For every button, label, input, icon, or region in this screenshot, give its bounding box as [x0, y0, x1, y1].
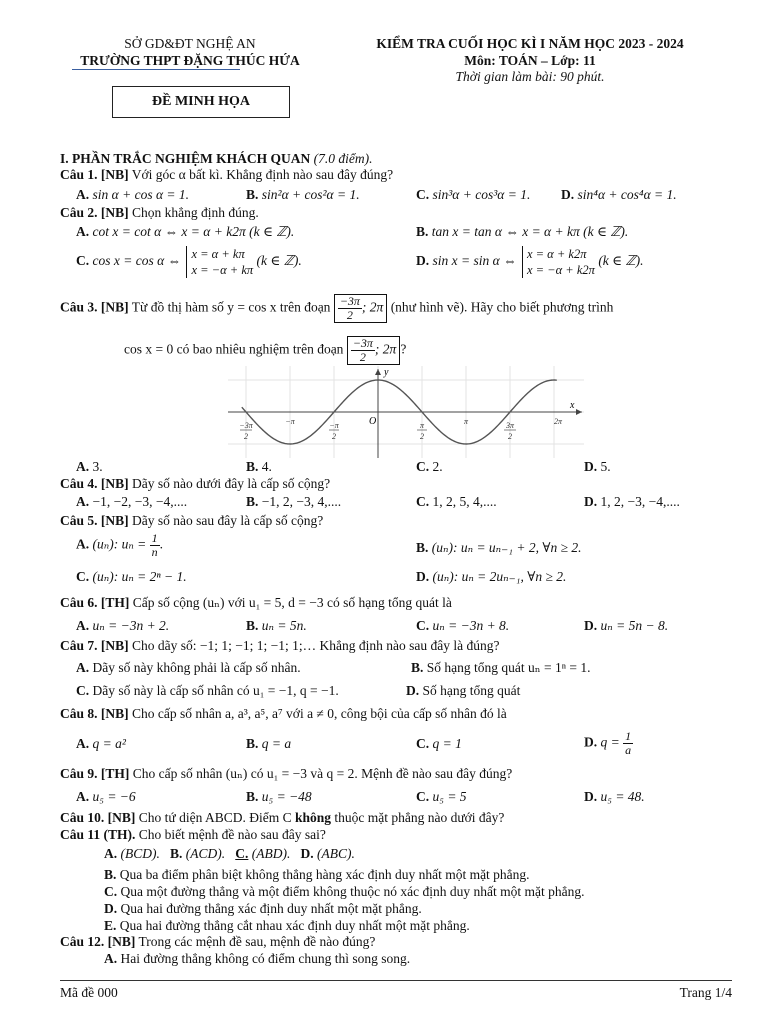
q8-a-text: q = a² — [92, 736, 126, 751]
q11-s4-letter: E. — [104, 918, 117, 933]
q11-a-text: (BCD). — [120, 846, 160, 861]
q1-option-d[interactable] — [561, 187, 677, 203]
q5-d-letter: D. — [416, 569, 430, 584]
tick-m3pi2-den: 2 — [244, 432, 248, 441]
question-6 — [60, 595, 452, 611]
q11-s3-text: Qua hai đường thẳng xác định duy nhất một mặt phẳng. — [120, 901, 422, 916]
q3-b-letter: B. — [246, 459, 259, 474]
q2-options-ab — [76, 224, 732, 240]
q4-options — [76, 494, 732, 510]
q3-d-text: 5. — [600, 459, 611, 474]
q11-option-b[interactable] — [170, 846, 225, 861]
question-12 — [60, 934, 375, 950]
q7-c-text: Dãy số này là cấp số nhân có u₁ = −1, q = −1. — [92, 683, 339, 698]
q4-c-text: 1, 2, 5, 4,.... — [432, 494, 497, 509]
q11-statement-e[interactable] — [104, 918, 470, 934]
q11-b-text: (ACD). — [185, 846, 226, 861]
q3-d-letter: D. — [584, 459, 598, 474]
q3-frac-1 — [338, 295, 362, 322]
q6-option-c[interactable] — [416, 618, 584, 634]
q4-b-text: −1, 2, −3, 4,.... — [261, 494, 342, 509]
question-11 — [60, 827, 326, 843]
q11-s3-letter: D. — [104, 901, 118, 916]
q11-s2-text: Qua một đường thẳng và một điểm không thuộc nó xác định duy nhất một mặt phẳng. — [120, 884, 585, 899]
q9-d-text: u₅ = 48. — [600, 789, 645, 804]
school-name: TRƯỜNG THPT ĐẶNG THÚC HỨA — [80, 53, 300, 68]
q2-c-text: cos x = cos α ⇔ — [92, 253, 182, 269]
q2-option-b[interactable] — [416, 224, 628, 240]
q9-label: Câu 9. [TH] — [60, 766, 130, 781]
q11-text: Cho biết mệnh đề nào sau đây sai? — [138, 827, 326, 842]
q3-c-text: 2. — [432, 459, 443, 474]
q9-option-b[interactable] — [246, 789, 416, 805]
q11-s2-letter: C. — [104, 884, 118, 899]
q6-c-letter: C. — [416, 618, 430, 633]
q3-interval-end-1: ; 2π — [361, 299, 384, 315]
cosine-graph — [228, 366, 584, 458]
q9-a-text: u₅ = −6 — [92, 789, 136, 804]
q2-label: Câu 2. [NB] — [60, 205, 129, 220]
q7-options-cd — [76, 683, 732, 699]
sample-exam-label: ĐỀ MINH HỌA — [152, 94, 250, 109]
tick-mpi2: −π — [329, 421, 339, 430]
q8-label: Câu 8. [NB] — [60, 706, 129, 721]
q10-text-1: Cho tứ diện ABCD. Điểm C — [138, 810, 292, 825]
q4-option-b[interactable] — [246, 494, 416, 510]
q2-option-d[interactable] — [416, 246, 643, 278]
q2-a-letter: A. — [76, 224, 90, 239]
q11-s1-letter: B. — [104, 867, 117, 882]
subject-line: Môn: TOÁN – Lớp: 11 — [464, 53, 596, 68]
q1-option-a[interactable] — [76, 187, 246, 203]
question-8 — [60, 706, 507, 722]
q2-d-text: sin x = sin α ⇔ — [432, 253, 517, 269]
q1-c-text: sin³α + cos³α = 1. — [432, 187, 531, 202]
q8-options — [76, 730, 732, 757]
q2-d-line2: x = −α + k2π — [526, 263, 595, 277]
q6-d-letter: D. — [584, 618, 598, 633]
exam-code: Mã đề 000 — [60, 985, 118, 1000]
q5-a-text: (uₙ): uₙ = — [92, 536, 147, 552]
q5-text: Dãy số nào sau đây là cấp số cộng? — [132, 513, 324, 528]
q3-text-1: Từ đồ thị hàm số y = cos x trên đoạn — [131, 299, 331, 315]
q4-label: Câu 4. [NB] — [60, 476, 129, 491]
q11-c-letter: C. — [235, 846, 249, 861]
q7-option-b[interactable] — [411, 660, 590, 676]
q3-label: Câu 3. [NB] — [60, 299, 129, 315]
q11-statement-b[interactable] — [104, 867, 530, 883]
q8-d-den: a — [625, 743, 632, 757]
tick-pi: π — [463, 417, 469, 426]
q5-options-ab — [76, 532, 732, 559]
q12-option-a[interactable] — [104, 951, 410, 967]
q8-option-b[interactable] — [246, 730, 416, 757]
q7-text: Cho dãy số: −1; 1; −1; 1; −1; 1;… Khẳng định nào sau đây là đúng? — [132, 638, 500, 653]
q6-b-text: uₙ = 5n. — [261, 618, 307, 633]
q4-c-letter: C. — [416, 494, 430, 509]
sample-exam-box — [112, 86, 290, 118]
q3-option-d[interactable] — [584, 459, 611, 475]
q12-a-text: Hai đường thẳng không có điểm chung thì song song. — [120, 951, 411, 966]
department-name: SỞ GD&ĐT NGHỆ AN — [124, 36, 256, 51]
exam-title: KIỂM TRA CUỐI HỌC KÌ I NĂM HỌC 2023 - 2024 — [376, 36, 684, 51]
section-heading — [60, 151, 373, 167]
q2-d-post: (k ∈ ℤ). — [598, 253, 644, 269]
q11-d-text: (ABC). — [317, 846, 355, 861]
q1-a-text: sin α + cos α = 1. — [92, 187, 190, 202]
q1-options — [76, 187, 732, 203]
q1-text: Với góc α bất kì. Khẳng định nào sau đây đúng? — [131, 167, 394, 182]
q2-c-line2: x = −α + kπ — [191, 263, 254, 277]
q11-d-letter: D. — [300, 846, 314, 861]
q5-a-den: n — [151, 545, 158, 559]
q5-label: Câu 5. [NB] — [60, 513, 129, 528]
q5-a-letter: A. — [76, 536, 90, 552]
question-9 — [60, 766, 512, 782]
q5-options-cd — [76, 569, 732, 585]
q3-c-letter: C. — [416, 459, 430, 474]
q2-options-cd — [76, 246, 732, 278]
footer-divider — [60, 980, 732, 981]
q6-text: Cấp số cộng (uₙ) với u₁ = 5, d = −3 có số hạng tổng quát là — [132, 595, 452, 610]
q3-option-a[interactable] — [76, 459, 246, 475]
q7-option-d[interactable] — [406, 683, 520, 699]
q2-option-c[interactable] — [76, 246, 416, 278]
q7-b-letter: B. — [411, 660, 424, 675]
q2-text: Chọn khẳng định đúng. — [132, 205, 259, 220]
q6-a-text: uₙ = −3n + 2. — [92, 618, 170, 633]
q8-option-a[interactable] — [76, 730, 246, 757]
q8-option-d[interactable] — [584, 730, 633, 757]
q2-d-letter: D. — [416, 253, 430, 269]
q11-options — [104, 846, 355, 862]
tick-pi2: π — [419, 421, 425, 430]
section-points: (7.0 điểm). — [313, 151, 373, 166]
time-limit: Thời gian làm bài: 90 phút. — [455, 69, 605, 84]
q10-label: Câu 10. [NB] — [60, 810, 136, 825]
tick-mpi: −π — [285, 417, 295, 426]
question-1 — [60, 167, 393, 183]
q8-text: Cho cấp số nhân a, a³, a⁵, a⁷ với a ≠ 0, công bội của cấp số nhân đó là — [132, 706, 507, 721]
q9-option-a[interactable] — [76, 789, 246, 805]
q3-text-2: (như hình vẽ). Hãy cho biết phương trình — [390, 299, 614, 315]
q9-c-text: u₅ = 5 — [432, 789, 467, 804]
q9-a-letter: A. — [76, 789, 90, 804]
q3-interval-2 — [347, 336, 401, 365]
q6-option-a[interactable] — [76, 618, 246, 634]
q9-b-letter: B. — [246, 789, 259, 804]
q3-frac-den-1: 2 — [346, 308, 353, 322]
question-10 — [60, 810, 504, 826]
q1-option-b[interactable] — [246, 187, 416, 203]
question-3-cont — [124, 336, 406, 365]
q8-c-text: q = 1 — [432, 736, 462, 751]
q1-d-text: sin⁴α + cos⁴α = 1. — [577, 187, 677, 202]
q3-text-3: cos x = 0 có bao nhiêu nghiệm trên đoạn — [124, 341, 344, 357]
q10-text-2: thuộc mặt phẳng nào dưới đây? — [334, 810, 505, 825]
tick-3pi2-den: 2 — [508, 432, 512, 441]
q3-frac-num-1: −3π — [339, 294, 360, 308]
q3-b-text: 4. — [261, 459, 272, 474]
q9-option-d[interactable] — [584, 789, 645, 805]
section-title: I. PHẦN TRẮC NGHIỆM KHÁCH QUAN — [60, 151, 311, 166]
q4-a-letter: A. — [76, 494, 90, 509]
q5-d-text: (uₙ): uₙ = 2uₙ₋₁, ∀n ≥ 2. — [432, 569, 567, 584]
q5-option-a[interactable] — [76, 532, 416, 559]
q12-a-letter: A. — [104, 951, 118, 966]
y-axis-arrow — [375, 369, 381, 375]
q11-option-c[interactable] — [235, 846, 290, 861]
question-3 — [60, 294, 613, 323]
tick-pi2-den: 2 — [420, 432, 424, 441]
q2-c-system — [186, 246, 253, 278]
q4-option-c[interactable] — [416, 494, 584, 510]
q2-d-system — [522, 246, 595, 278]
question-7 — [60, 638, 499, 654]
q6-option-b[interactable] — [246, 618, 416, 634]
q11-statement-d[interactable] — [104, 901, 422, 917]
q4-option-d[interactable] — [584, 494, 680, 510]
q2-a-text: cot x = cot α ⇔ x = α + k2π (k ∈ ℤ). — [92, 224, 295, 239]
tick-2pi: 2π — [553, 417, 563, 426]
q11-statement-c[interactable] — [104, 884, 585, 900]
q5-a-num: 1 — [151, 531, 158, 545]
question-4 — [60, 476, 330, 492]
q1-c-letter: C. — [416, 187, 430, 202]
q3-option-c[interactable] — [416, 459, 584, 475]
q2-c-letter: C. — [76, 253, 90, 269]
q11-option-d[interactable] — [301, 846, 355, 861]
q11-a-letter: A. — [104, 846, 118, 861]
q6-option-d[interactable] — [584, 618, 668, 634]
q9-options — [76, 789, 732, 805]
x-axis-arrow — [576, 409, 582, 415]
q9-b-text: u₅ = −48 — [261, 789, 312, 804]
q5-a-frac — [150, 532, 160, 559]
graph-label-x: x — [570, 400, 575, 411]
q5-option-b[interactable] — [416, 532, 582, 559]
q11-label: Câu 11 (TH). — [60, 827, 136, 842]
q7-option-a[interactable] — [76, 660, 411, 676]
q12-label: Câu 12. [NB] — [60, 934, 136, 949]
q3-interval-1 — [334, 294, 388, 323]
q9-text: Cho cấp số nhân (uₙ) có u₁ = −3 và q = 2. Mệnh đề nào sau đây đúng? — [132, 766, 513, 781]
q11-b-letter: B. — [170, 846, 183, 861]
q7-label: Câu 7. [NB] — [60, 638, 129, 653]
graph-tick-labels — [239, 417, 563, 441]
q3-options — [76, 459, 732, 475]
q10-bold-word: không — [294, 810, 331, 825]
q4-d-text: 1, 2, −3, −4,.... — [600, 494, 680, 509]
q4-option-a[interactable] — [76, 494, 246, 510]
q6-label: Câu 6. [TH] — [60, 595, 130, 610]
graph-label-y: y — [384, 367, 389, 378]
q8-option-c[interactable] — [416, 730, 584, 757]
q3-a-text: 3. — [92, 459, 103, 474]
tick-mpi2-den: 2 — [332, 432, 336, 441]
q12-text: Trong các mệnh đề sau, mệnh đề nào đúng? — [138, 934, 376, 949]
q6-a-letter: A. — [76, 618, 90, 633]
q11-s4-text: Qua hai đường thẳng cắt nhau xác định duy nhất một mặt phẳng. — [119, 918, 470, 933]
q6-c-text: uₙ = −3n + 8. — [432, 618, 510, 633]
q7-a-letter: A. — [76, 660, 90, 675]
q1-d-letter: D. — [561, 187, 575, 202]
q2-b-text: tan x = tan α ⇔ x = α + kπ (k ∈ ℤ). — [431, 224, 629, 239]
q7-options-ab — [76, 660, 732, 676]
q1-b-letter: B. — [246, 187, 259, 202]
q5-c-letter: C. — [76, 569, 90, 584]
q2-c-post: (k ∈ ℤ). — [256, 253, 302, 269]
q8-b-text: q = a — [261, 736, 292, 751]
q9-d-letter: D. — [584, 789, 598, 804]
q6-b-letter: B. — [246, 618, 259, 633]
q3-a-letter: A. — [76, 459, 90, 474]
q3-text-4: ? — [400, 341, 407, 357]
q5-option-c[interactable] — [76, 569, 416, 585]
q11-c-text: (ABD). — [251, 846, 291, 861]
q9-c-letter: C. — [416, 789, 430, 804]
q11-s1-text: Qua ba điểm phân biệt không thẳng hàng xác định duy nhất một mặt phẳng. — [119, 867, 530, 882]
q7-a-text: Dãy số này không phải là cấp số nhân. — [92, 660, 301, 675]
q1-option-c[interactable] — [416, 187, 561, 203]
q8-c-letter: C. — [416, 736, 430, 751]
q8-d-text: q = — [600, 734, 620, 750]
q5-a-post: . — [159, 536, 164, 552]
q7-c-letter: C. — [76, 683, 90, 698]
q4-text: Dãy số nào dưới đây là cấp số cộng? — [132, 476, 331, 491]
q8-d-letter: D. — [584, 734, 598, 750]
q5-c-text: (uₙ): uₙ = 2ⁿ − 1. — [92, 569, 187, 584]
q9-option-c[interactable] — [416, 789, 584, 805]
q5-option-d[interactable] — [416, 569, 566, 585]
q5-b-letter: B. — [416, 540, 429, 555]
q8-d-num: 1 — [625, 729, 632, 743]
tick-m3pi2: −3π — [239, 421, 253, 430]
q2-option-a[interactable] — [76, 224, 416, 240]
q5-b-text: (uₙ): uₙ = uₙ₋₁ + 2, ∀n ≥ 2. — [431, 540, 582, 555]
q1-label: Câu 1. [NB] — [60, 167, 129, 182]
header-underline — [72, 69, 240, 70]
q3-frac-den-2: 2 — [359, 350, 366, 364]
q1-a-letter: A. — [76, 187, 90, 202]
question-2 — [60, 205, 259, 221]
question-5 — [60, 513, 323, 529]
q1-b-text: sin²α + cos²α = 1. — [261, 187, 360, 202]
q6-d-text: uₙ = 5n − 8. — [600, 618, 669, 633]
q6-options — [76, 618, 732, 634]
q3-option-b[interactable] — [246, 459, 416, 475]
q4-d-letter: D. — [584, 494, 598, 509]
q2-d-line1: x = α + k2π — [526, 247, 587, 261]
q2-b-letter: B. — [416, 224, 429, 239]
q8-d-frac — [623, 730, 633, 757]
q8-a-letter: A. — [76, 736, 90, 751]
q7-b-text: Số hạng tổng quát uₙ = 1ⁿ = 1. — [426, 660, 591, 675]
q8-b-letter: B. — [246, 736, 259, 751]
q4-b-letter: B. — [246, 494, 259, 509]
q7-option-c[interactable] — [76, 683, 406, 699]
q4-a-text: −1, −2, −3, −4,.... — [92, 494, 188, 509]
tick-3pi2: 3π — [505, 421, 515, 430]
q7-d-text: Số hạng tổng quát — [422, 683, 521, 698]
q2-c-line1: x = α + kπ — [191, 247, 245, 261]
q11-option-a[interactable] — [104, 846, 160, 861]
graph-label-origin: O — [369, 416, 377, 427]
q3-frac-num-2: −3π — [352, 336, 373, 350]
q7-d-letter: D. — [406, 683, 420, 698]
q3-interval-end-2: ; 2π — [374, 341, 397, 357]
page-number: Trang 1/4 — [679, 985, 732, 1000]
q3-frac-2 — [351, 337, 375, 364]
